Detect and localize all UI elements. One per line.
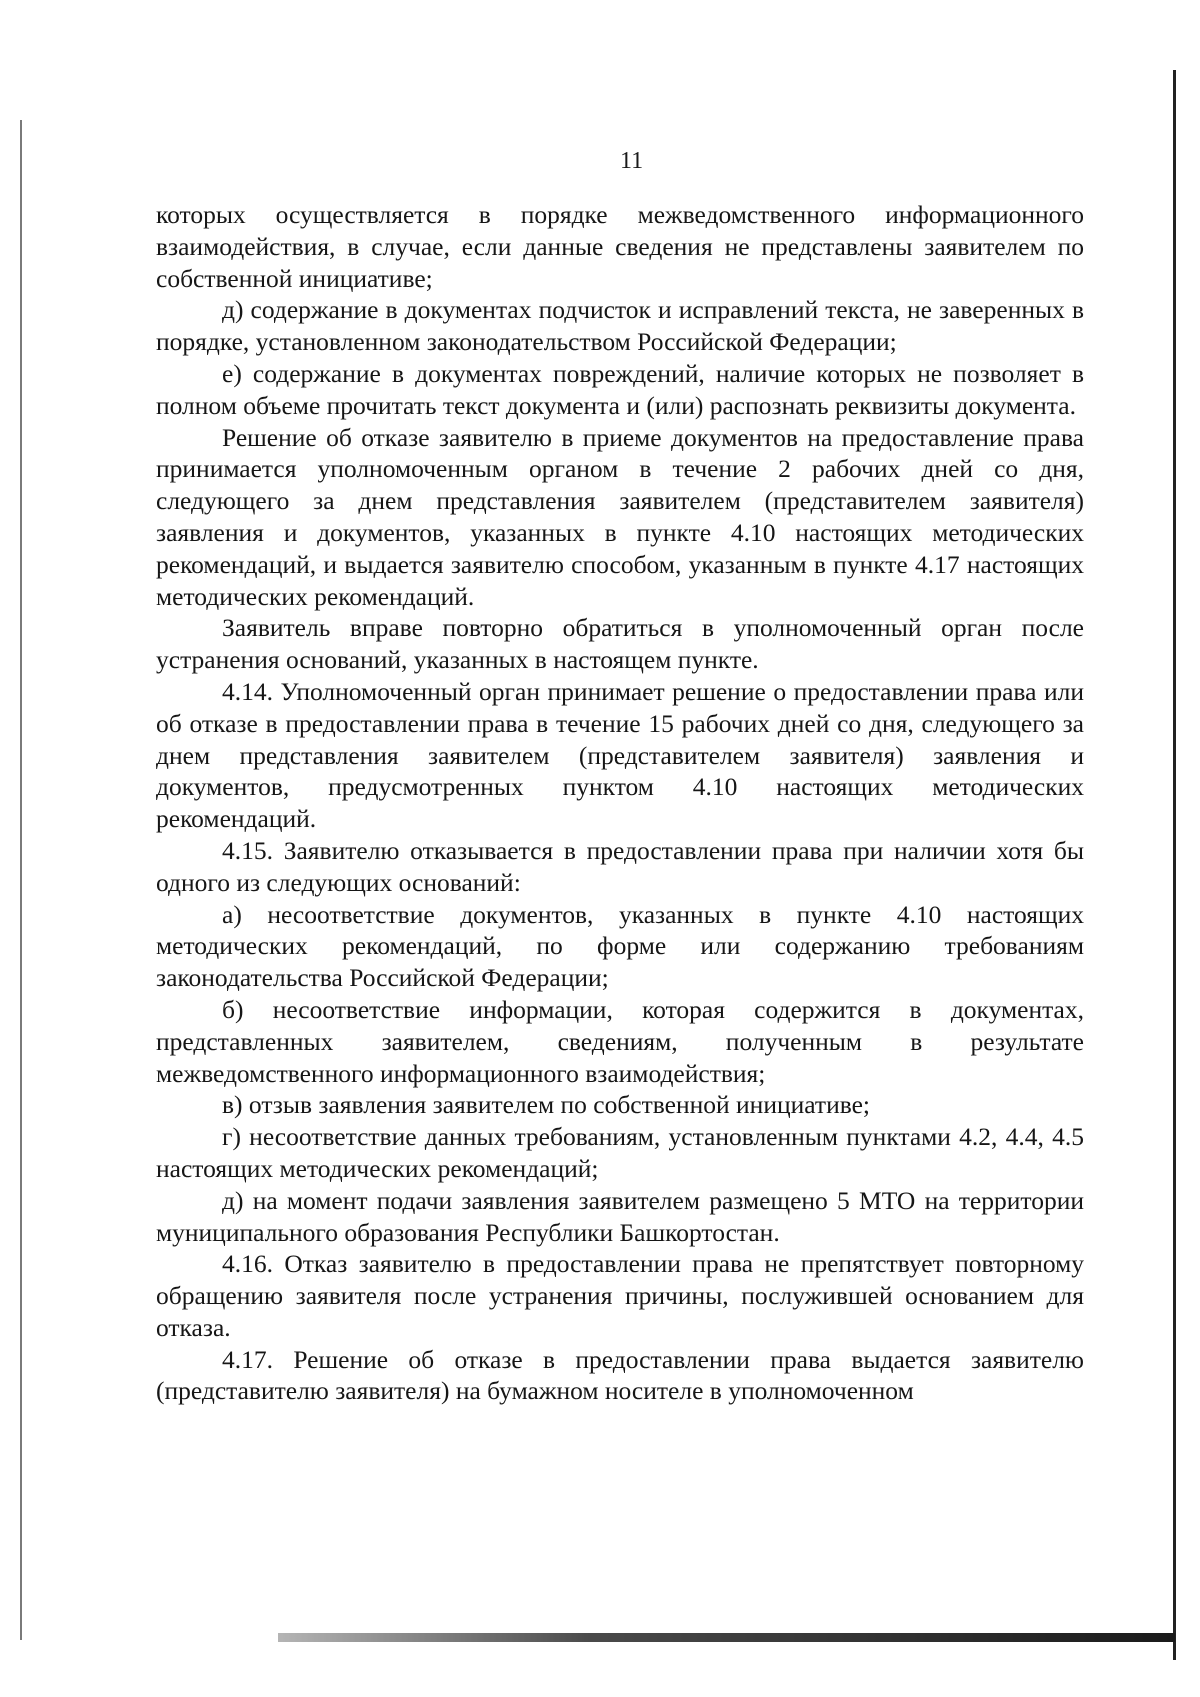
scan-left-edge xyxy=(20,120,22,1640)
paragraph: е) содержание в документах повреждений, наличие которых не позволяет в полном объеме прочитать текст документа и (или) распознать реквизиты документа. xyxy=(156,358,1084,420)
paragraph: 4.17. Решение об отказе в предоставлении права выдается заявителю (представителю заявителя) на бумажном носителе в уполномоченном xyxy=(156,1344,1084,1406)
paragraph: а) несоответствие документов, указанных в пункте 4.10 настоящих методических рекомендаций, по форме или содержанию требованиям законодательства Российской Федерации; xyxy=(156,899,1084,993)
paragraph: д) на момент подачи заявления заявителем размещено 5 МТО на территории муниципального образования Республики Башкортостан. xyxy=(156,1185,1084,1247)
paragraph: г) несоответствие данных требованиям, установленным пунктами 4.2, 4.4, 4.5 настоящих методических рекомендаций; xyxy=(156,1122,1084,1183)
paragraph: Заявитель вправе повторно обратиться в уполномоченный орган после устранения оснований, указанных в настоящем пункте. xyxy=(156,613,1084,675)
paragraph: в) отзыв заявления заявителем по собственной инициативе; xyxy=(222,1090,871,1120)
paragraph: 4.15. Заявителю отказывается в предоставлении права при наличии хотя бы одного из следующих оснований: xyxy=(156,835,1084,897)
paragraph: д) содержание в документах подчисток и исправлений текста, не заверенных в порядке, установленном законодательством Российской Федерации; xyxy=(156,295,1084,357)
page-number: 11 xyxy=(620,148,644,174)
paragraph: 4.16. Отказ заявителю в предоставлении права не препятствует повторному обращению заявителя после устранения причины, послужившей основанием для отказа. xyxy=(156,1249,1084,1342)
document-body xyxy=(156,199,1084,1407)
paragraph: которых осуществляется в порядке межведомственного информационного взаимодействия, в случае, если данные сведения не представлены заявителем по собственной инициативе; xyxy=(156,200,1084,293)
scan-right-edge xyxy=(1173,70,1176,1660)
paragraph: Решение об отказе заявителю в приеме документов на предоставление права принимается уполномоченным органом в течение 2 рабочих дней со дня, следующего за днем представления заявителем (представителем заявителя) заявления и документов, указанных в пункте 4.10 настоящих методических рекомендаций, и выдается заявителю способом, указанным в пункте 4.17 настоящих методических рекомендаций. xyxy=(156,422,1084,611)
paragraph: 4.14. Уполномоченный орган принимает решение о предоставлении права или об отказе в предоставлении права в течение 15 рабочих дней со дня, следующего за днем представления заявителем (представителем заявителя) заявления и документов, предусмотренных пунктом 4.10 настоящих методических рекомендаций. xyxy=(156,676,1084,834)
paragraph: б) несоответствие информации, которая содержится в документах, представленных заявителем, сведениям, полученным в результате межведомственного информационного взаимодействия; xyxy=(156,994,1084,1088)
scan-bottom-edge xyxy=(278,1633,1175,1642)
